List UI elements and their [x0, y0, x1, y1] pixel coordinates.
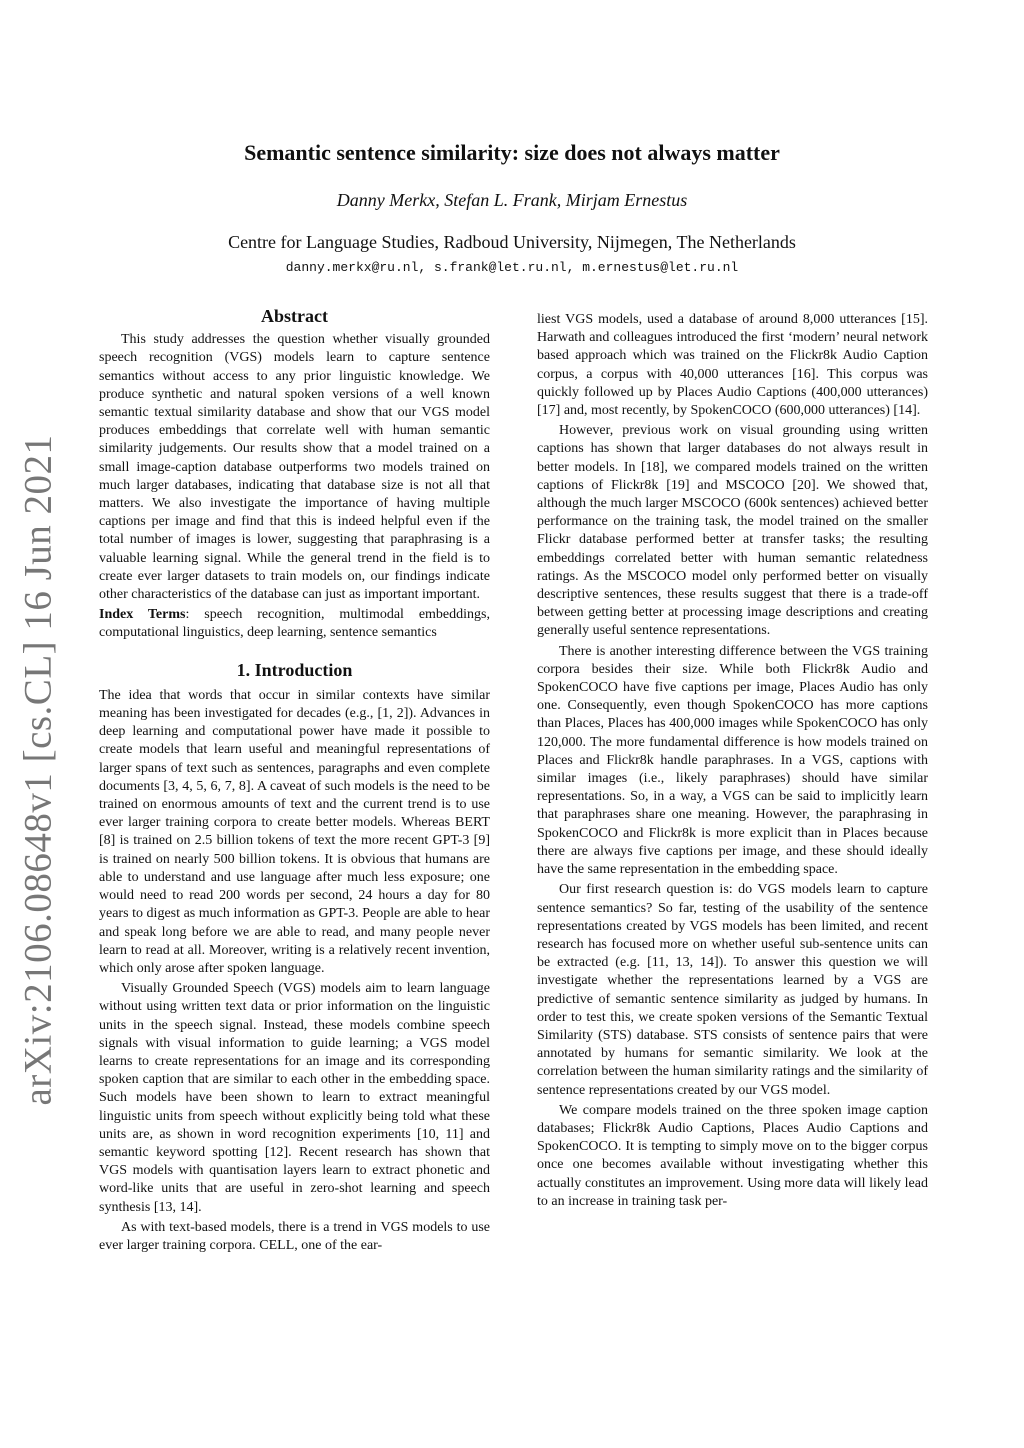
author-list: Danny Merkx, Stefan L. Frank, Mirjam Ernestus [336, 190, 688, 210]
index-terms [99, 606, 490, 642]
intro-paragraph: liest VGS models, used a database of around 8,000 utterances [15]. Harwath and colleagues introduced the first ‘modern’ neural network based approach which was trained on the Flickr8k Audio Caption corpus, a corpus with 40,000 utterances [16]. This corpus was quickly followed up by Places Audio Captions (400,000 utterances) [17] and, most recently, by SpokenCOCO (600,000 utterances) [14]. [537, 312, 928, 419]
abstract-heading: Abstract [261, 306, 328, 326]
index-terms-label: Index Terms [99, 607, 186, 623]
index-terms-text: : speech recognition, multimodal embeddings, computational linguistics, deep learning, sentence semantics [99, 607, 490, 641]
left-column [99, 307, 490, 1255]
arxiv-id-text: arXiv:2106.08648v1 [cs.CL] 16 Jun 2021 [16, 434, 60, 1106]
introduction-heading: 1. Introduction [236, 659, 353, 680]
intro-paragraph: There is another interesting difference between the VGS training corpora besides their size. While both Flickr8k Audio and SpokenCOCO have five captions per image, Places Audio has only one. Consequently, even though SpokenCOCO has more captions than Places, Places has 400,000 images while SpokenCOCO has only 120,000. The more fundamental difference is how models trained on Places and Flickr8k handle paraphrases. In a VGS, captions with similar images (i.e., likely paraphrases) should have similar representations. So, in a way, a VGS can be said to implicitly learn that paraphrases share one meaning. However, the paraphrasing in SpokenCOCO and Flickr8k is more explicit than in Places because there are always five captions per image, and these should ideally have the same representation in the embedding space. [537, 643, 928, 878]
intro-paragraph: Our first research question is: do VGS models learn to capture sentence semantics? So far, testing of the usability of the sentence representations created by VGS models has been limited, and recent research has focused more on whether useful sub-sentence units can be extracted (e.g. [11, 13, 14]). To answer this question we will investigate whether the representations learned by a VGS are predictive of semantic sentence similarity as judged by humans. In order to test this, we create spoken versions of the Semantic Textual Similarity (STS) database. STS consists of sentence pairs that were annotated by humans for semantic similarity. We look at the correlation between the human similarity ratings and the similarity of sentence representations created by our VGS model. [537, 882, 928, 1098]
intro-paragraph: Visually Grounded Speech (VGS) models aim to learn language without using written text data or prior information on the linguistic units in the speech signal. Instead, these models combine speech signals with visual information to guide learning; a VGS model learns to create representations for an image and its corresponding spoken caption that are similar to each other in the embedding space. Such models have been shown to learn to extract meaningful linguistic units from speech without explicitly being told what these units are, as shown in word recognition experiments [10, 11] and semantic keyword spotting [12]. Recent research has shown that VGS models with quantisation layers learn to extract phonetic and word-like units that are useful in zero-shot learning and speech synthesis [13, 14]. [99, 981, 490, 1215]
intro-paragraph: However, previous work on visual grounding using written captions has shown that larger databases do not always result in better models. In [18], we compared models trained on the written captions of Flickr8k [19] and MSCOCO [20]. We showed that, although the much larger MSCOCO (600k sentences) achieved better performance on the training task, the model trained on the smaller Flickr database performed better at transfer tasks; the resulting embeddings correlated better with human semantic relatedness ratings. As the MSCOCO model only performed better on visually descriptive sentences, these results suggest that there is a trade-off between getting better at processing image descriptions and creating generally useful sentence representations. [537, 423, 928, 639]
paper-title: Semantic sentence similarity: size does not always matter [244, 140, 780, 165]
arxiv-side-identifier [8, 434, 68, 1106]
intro-paragraph: We compare models trained on the three spoken image caption databases; Flickr8k Audio Captions, Places Audio Captions and SpokenCOCO. It is tempting to simply move on to the bigger corpus once one becomes available without investigating whether this actually constitutes an improvement. Using more data will likely lead to an increase in training task per- [537, 1102, 928, 1209]
affiliation: Centre for Language Studies, Radboud University, Nijmegen, The Netherlands [228, 232, 796, 252]
abstract-body: This study addresses the question whether visually grounded speech recognition (VGS) models learn to capture sentence semantics without access to any prior linguistic knowledge. We produce synthetic and natural spoken versions of a well known semantic textual similarity database and show that our VGS model produces embeddings that correlate well with human semantic similarity judgements. Our results show that a model trained on a small image-caption database outperforms two models trained on much larger databases, indicating that database size is not all that matters. We also investigate the importance of having multiple captions per image and find that this is indeed helpful even if the total number of images is lower, suggesting that paraphrasing is a valuable learning signal. While the general trend in the field is to create ever larger datasets to train models on, our findings indicate other characteristics of the database can just as important important. [99, 332, 490, 603]
right-column [537, 311, 928, 1211]
author-emails: danny.merkx@ru.nl, s.frank@let.ru.nl, m.ernestus@let.ru.nl [285, 260, 739, 275]
intro-paragraph: The idea that words that occur in similar contexts have similar meaning has been investigated for decades (e.g., [1, 2]). Advances in deep learning and computational power have made it possible to create models that learn useful and meaningful representations of larger spans of text such as sentences, paragraphs and even complete documents [3, 4, 5, 6, 7, 8]. A caveat of such models is the need to be trained on enormous amounts of text and the current trend is to use ever larger training corpora to create better models. Whereas BERT [8] is trained on 2.5 billion tokens of text the more recent GPT-3 [9] is trained on nearly 500 billion tokens. It is obvious that humans are able to understand and use language after much less exposure; one would need to read 200 words per second, 24 hours a day for 80 years to digest as much information as GPT-3. People are able to hear and speak long before we are able to read, and many people never learn to read at all. Moreover, writing is a relatively recent invention, which only arose after spoken language. [99, 687, 490, 976]
intro-paragraph: As with text-based models, there is a trend in VGS models to use ever larger training corpora. CELL, one of the ear- [99, 1219, 490, 1253]
